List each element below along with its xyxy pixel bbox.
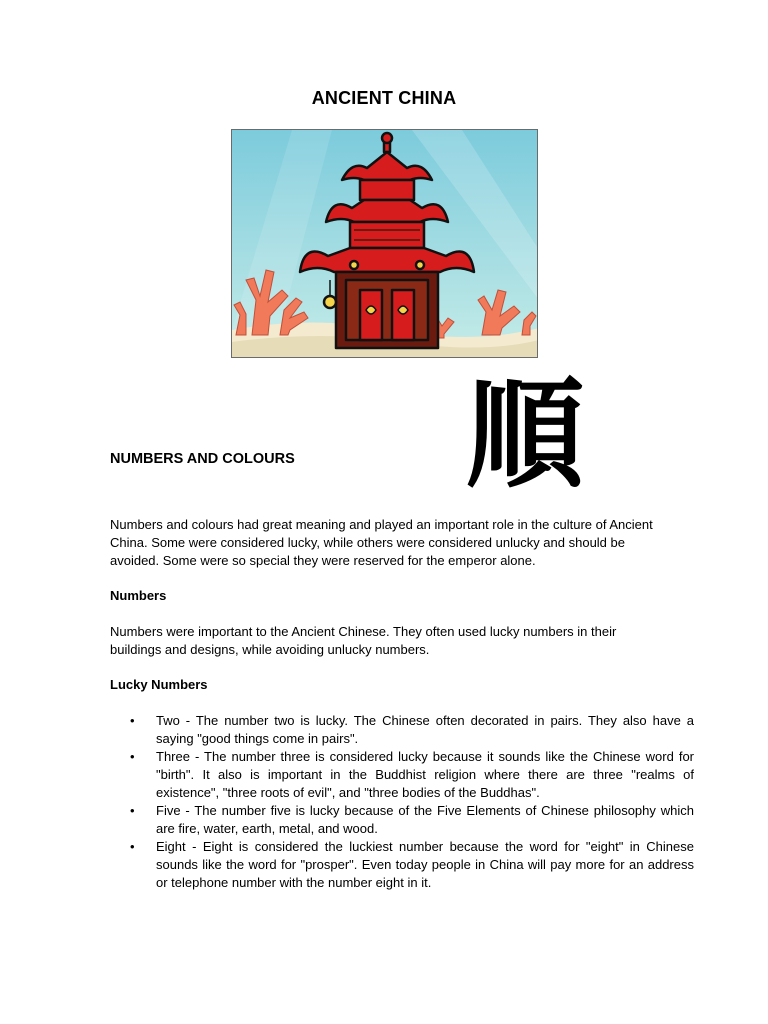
numbers-heading: Numbers (110, 588, 167, 603)
list-item (130, 748, 694, 802)
section-heading: NUMBERS AND COLOURS (110, 451, 295, 467)
intro-paragraph: Numbers and colours had great meaning and played an important role in the culture of Ancient China. Some were considered lucky, while others were considered unlucky and should be avoided. Some were so special they were reserved for the emperor alone. (110, 517, 653, 568)
bullet-icon: • (130, 803, 135, 818)
list-item (130, 712, 694, 748)
list-item (130, 838, 694, 892)
numbers-paragraph: Numbers were important to the Ancient Chinese. They often used lucky numbers in their buildings and designs, while avoiding unlucky numbers. (110, 624, 617, 657)
list-item-text: Two - The number two is lucky. The Chinese often decorated in pairs. They also have a saying "good things come in pairs". (156, 713, 694, 746)
bullet-icon: • (130, 839, 135, 854)
list-item-text: Five - The number five is lucky because of the Five Elements of Chinese philosophy which are fire, water, earth, metal, and wood. (156, 803, 694, 836)
bullet-icon: • (130, 749, 135, 764)
list-item (130, 802, 694, 838)
pagoda-image (232, 130, 538, 358)
list-item-text: Eight - Eight is considered the luckiest number because the word for "eight" in Chinese sounds like the word for "prosper". Even today people in China will pay more for an address or telephone number with the number eight in it. (156, 839, 694, 890)
pagoda-illustration (231, 129, 538, 358)
lucky-numbers-heading: Lucky Numbers (110, 677, 208, 692)
page-title: ANCIENT CHINA (311, 88, 457, 108)
lucky-numbers-list (0, 712, 768, 892)
bullet-icon: • (130, 713, 135, 728)
list-item-text: Three - The number three is considered lucky because it sounds like the Chinese word for "birth". It also is important in the Buddhist religion where there are three "realms of existence", "three roots of evil", and "three bodies of the Buddhas". (156, 749, 694, 800)
chinese-character: 順 (465, 365, 584, 504)
